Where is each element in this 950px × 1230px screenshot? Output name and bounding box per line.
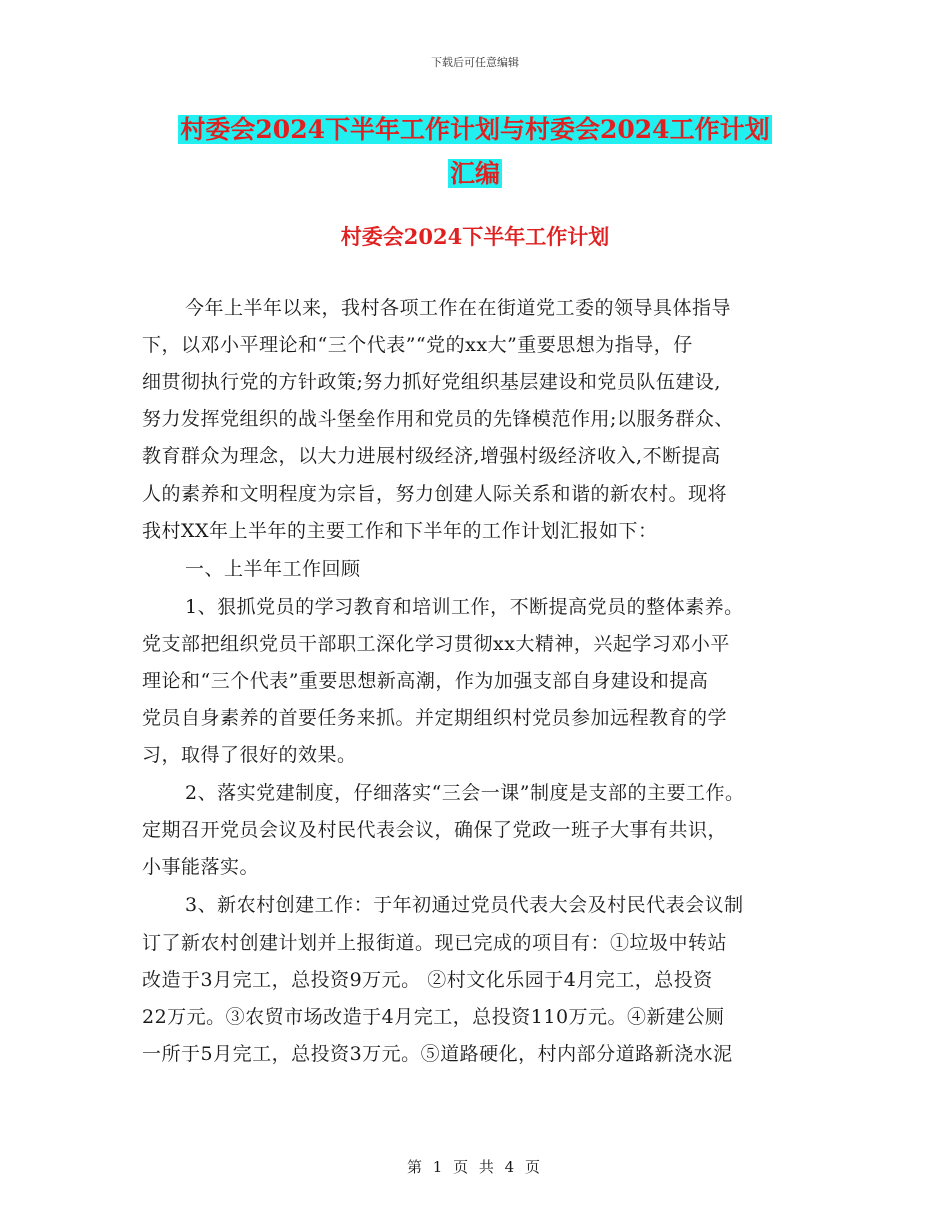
body-line: 订了新农村创建计划并上报街道。现已完成的项目有：①垃圾中转站 — [142, 932, 728, 954]
document-title-text-1: 村委会2024下半年工作计划与村委会2024工作计划 — [180, 115, 770, 144]
body-line: 习，取得了很好的效果。 — [142, 744, 357, 766]
body-line: 努力发挥党组织的战斗堡垒作用和党员的先锋模范作用;以服务群众、 — [142, 408, 734, 430]
body-line: 22万元。③农贸市场改造于4月完工，总投资110万元。④新建公厕 — [142, 1006, 725, 1028]
body-line: 一所于5月完工，总投资3万元。⑤道路硬化，村内部分道路新浇水泥 — [142, 1043, 733, 1065]
body-line: 今年上半年以来，我村各项工作在在街道党工委的领导具体指导 — [185, 297, 732, 319]
page-number: 第 1 页 共 4 页 — [407, 1158, 543, 1176]
document-title-line-1 — [0, 110, 950, 150]
body-line: 党员自身素养的首要任务来抓。并定期组织村党员参加远程教育的学 — [142, 707, 728, 729]
body-line: 3、新农村创建工作：于年初通过党员代表大会及村民代表会议制 — [185, 894, 744, 916]
body-line: 理论和“三个代表”重要思想新高潮，作为加强支部自身建设和提高 — [142, 670, 709, 692]
body-line: 我村XX年上半年的主要工作和下半年的工作计划汇报如下： — [142, 520, 658, 542]
section-title: 村委会2024下半年工作计划 — [340, 224, 610, 249]
body-line: 人的素养和文明程度为宗旨，努力创建人际关系和谐的新农村。现将 — [142, 483, 728, 505]
body-line: 定期召开党员会议及村民代表会议，确保了党政一班子大事有共识， — [142, 819, 728, 841]
document-title-line-2 — [0, 154, 950, 194]
section-heading: 一、上半年工作回顾 — [185, 558, 361, 580]
body-line: 小事能落实。 — [142, 856, 260, 878]
body-line: 改造于3月完工，总投资9万元。 ②村文化乐园于4月完工，总投资 — [142, 969, 713, 991]
body-line: 下，以邓小平理论和“三个代表”“党的xx大”重要思想为指导，仔 — [142, 334, 693, 356]
document-title-text-2: 汇编 — [449, 159, 500, 188]
page-header-note: 下载后可任意编辑 — [431, 56, 519, 69]
body-line: 教育群众为理念，以大力进展村级经济,增强村级经济收入,不断提高 — [142, 445, 721, 467]
body-line: 细贯彻执行党的方针政策;努力抓好党组织基层建设和党员队伍建设, — [142, 371, 721, 393]
body-line: 1、狠抓党员的学习教育和培训工作，不断提高党员的整体素养。 — [185, 596, 744, 618]
body-line: 党支部把组织党员干部职工深化学习贯彻xx大精神，兴起学习邓小平 — [142, 633, 730, 655]
body-line: 2、落实党建制度，仔细落实“三会一课”制度是支部的主要工作。 — [185, 782, 745, 804]
